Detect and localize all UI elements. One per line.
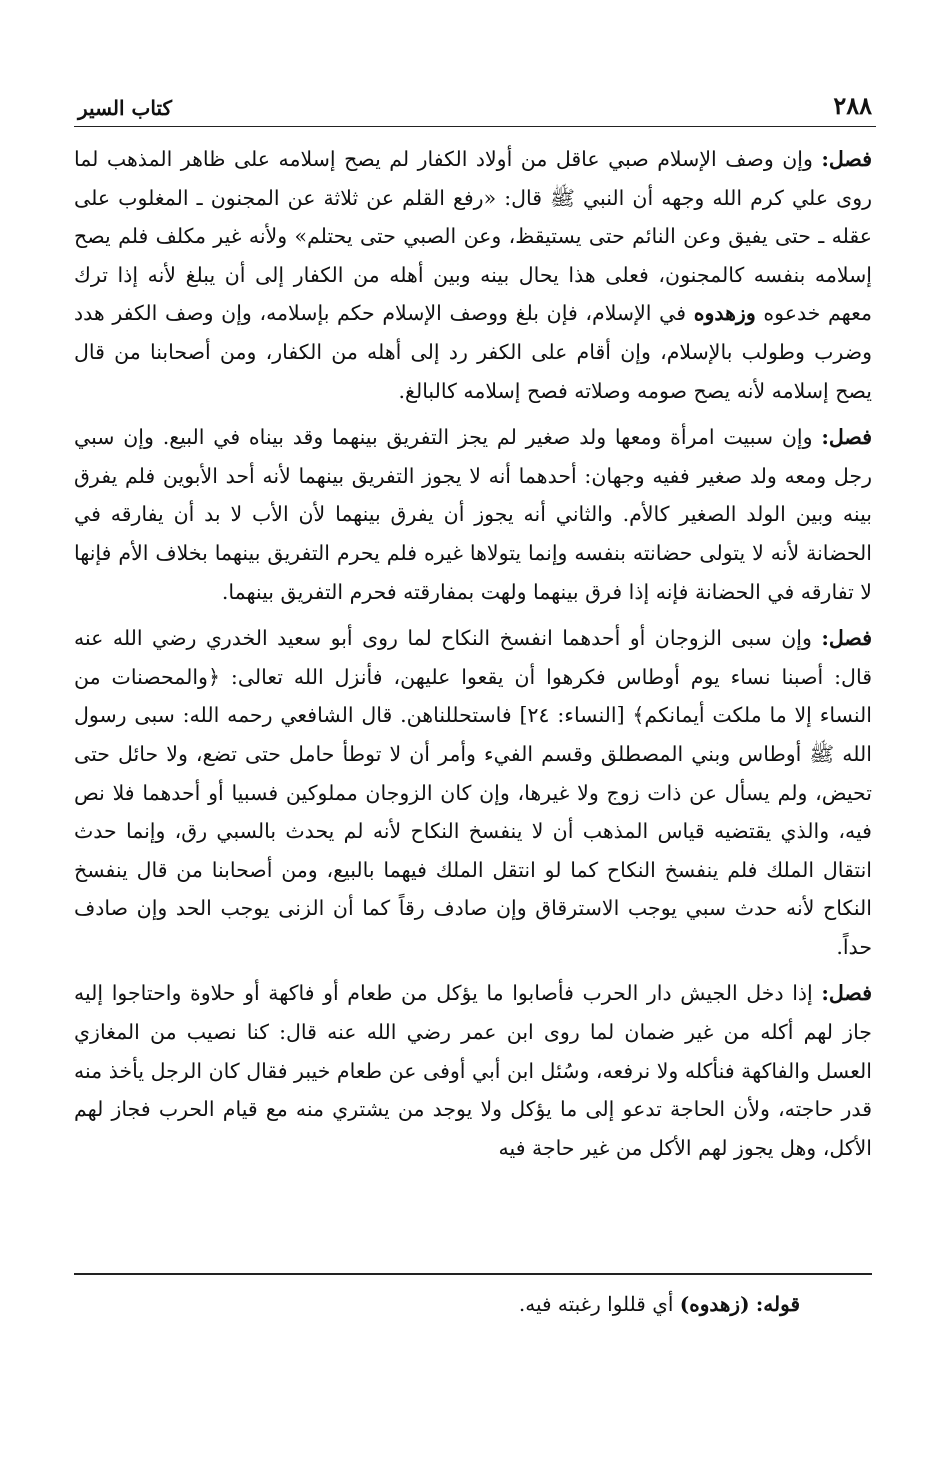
section-heading: فصل:: [821, 425, 872, 450]
page-header: [78, 86, 872, 120]
section-text: في الإسلام، فإن بلغ ووصف الإسلام حكم بإسلامه، وإن وصف الكفر هدد وضرب وطولب بالإسلام، وإن أقام على الكفر رد إلى أهله من الكفار، ومن أصحابنا من قال يصح إسلامه لأنه يصح صومه وصلاته فصح إسلامه كالبالغ.: [74, 301, 872, 403]
running-title: كتاب السير: [78, 96, 173, 120]
section-paragraph: [74, 974, 872, 1167]
section-heading: فصل:: [821, 147, 872, 171]
section-paragraph: [74, 619, 872, 966]
header-rule: [74, 126, 876, 127]
section-paragraph: [74, 140, 872, 410]
section-paragraph: [74, 418, 872, 611]
section-heading: فصل:: [821, 981, 872, 1006]
footnoted-keyword: وزهدوه: [693, 301, 756, 326]
page-number: ٢٨٨: [833, 91, 872, 120]
section-text: وإن وصف الإسلام صبي عاقل من أولاد الكفار لم يصح إسلامه على ظاهر المذهب لما روى علي كرم الله وجهه أن النبي ﷺ قال: «رفع القلم عن ثلاثة عن المجنون ـ المغلوب على عقله ـ حتى يفيق وعن النائم حتى يستيقظ، وعن الصبي حتى يحتلم» ولأنه غير مكلف فلم يصح إسلامه بنفسه كالمجنون، فعلى هذا يحال بينه وبين أهله من الكفار إلى أن يبلغ لأنه إذا ترك معهم خدعوه: [74, 147, 872, 326]
section-heading: فصل:: [821, 626, 872, 651]
section-text: وإن سبى الزوجان أو أحدهما انفسخ النكاح لما روى أبو سعيد الخدري رضي الله عنه قال: أصبنا نساء يوم أوطاس فكرهوا أن يقعوا عليهن، فأنزل الله تعالى: ﴿والمحصنات من النساء إلا ما ملكت أيمانكم﴾ [النساء: ٢٤] فاستحللناهن. قال الشافعي رحمه الله: سبى رسول الله ﷺ أوطاس وبني المصطلق وقسم الفيء وأمر أن لا توطأ حامل حتى تضع، ولا حائل حتى تحيض، ولم يسأل عن ذات زوج ولا غيرها، وإن كان الزوجان مملوكين فسبيا أو أحدهما فلا نص فيه، والذي يقتضيه قياس المذهب أن لا ينفسخ النكاح لأنه لم يحدث بالسبي رق، وإنما حدث انتقال الملك فلم ينفسخ النكاح كما لو انتقل الملك فيهما بالبيع، ومن أصحابنا من قال ينفسخ النكاح لأنه حدث سبي يوجب الاسترقاق وإن صادف رقاً كما أن الزنى يوجب الحد وإن صادف حداً.: [74, 626, 872, 959]
main-text: [74, 140, 872, 1175]
footnote-rule: [74, 1273, 872, 1275]
footnote: [74, 1286, 800, 1322]
section-text: إذا دخل الجيش دار الحرب فأصابوا ما يؤكل من طعام أو فاكهة أو حلاوة واحتاجوا إليه جاز لهم أكله من غير ضمان لما روى ابن عمر رضي الله عنه قال: كنا نصيب من المغازي العسل والفاكهة فنأكله ولا نرفعه، وسُئل ابن أبي أوفى عن طعام خيبر فقال كان الرجل يأخذ منه قدر حاجته، ولأن الحاجة تدعو إلى ما يؤكل ولا يوجد من يشتري منه مع قيام الحرب فجاز لهم الأكل، وهل يجوز لهم الأكل من غير حاجة فيه: [74, 981, 872, 1160]
section-text: وإن سبيت امرأة ومعها ولد صغير لم يجز التفريق بينهما وقد بيناه في البيع. وإن سبي رجل ومعه ولد صغير ففيه وجهان: أحدهما أنه لا يجوز التفريق بينهما لأنه أحد الأبوين فلم يفرق بينه وبين الولد الصغير كالأم. والثاني أنه يجوز أن يفرق بينهما لأن الأب لا بد أن يفارقه في الحضانة لأنه لا يتولى حضانته بنفسه وإنما يتولاها غيره فلم يحرم التفريق بينهما بخلاف الأم فإنها لا تفارقه في الحضانة فإنه إذا فرق بينهما ولهت بمفارقته فحرم التفريق بينهما.: [74, 425, 872, 604]
footnote-lead: قوله:: [755, 1292, 800, 1316]
footnote-term: (زهدوه): [679, 1292, 750, 1316]
footnote-gloss: أي قللوا رغبته فيه.: [518, 1292, 680, 1316]
